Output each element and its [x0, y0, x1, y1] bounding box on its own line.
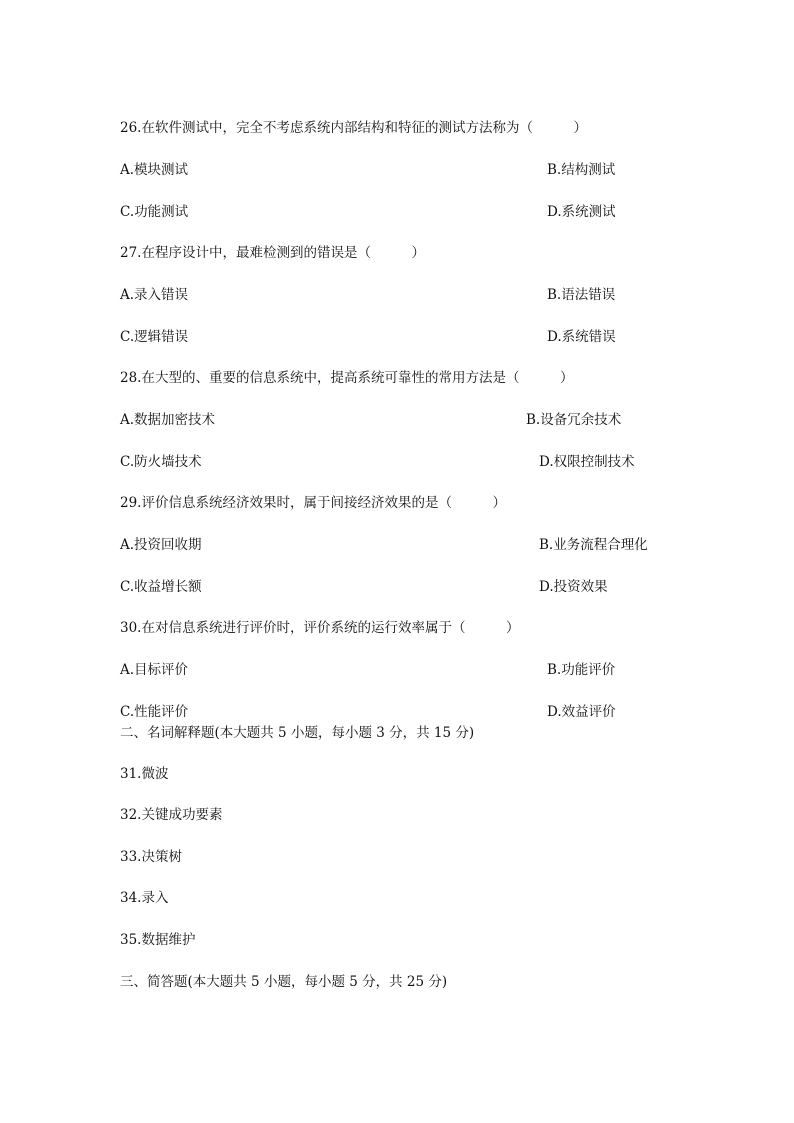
- question-27-option-d: D.系统错误: [547, 329, 616, 345]
- question-30-option-d: D.效益评价: [547, 704, 616, 720]
- question-30-stem: 30.在对信息系统进行评价时，评价系统的运行效率属于（ ）: [120, 620, 520, 636]
- question-26-option-b: B.结构测试: [547, 162, 616, 178]
- question-30-option-b: B.功能评价: [547, 662, 616, 678]
- question-29-option-d: D.投资效果: [539, 579, 608, 595]
- section-3-heading: 三、简答题(本大题共 5 小题，每小题 5 分，共 25 分): [120, 974, 448, 990]
- question-28-option-b: B.设备冗余技术: [526, 412, 622, 428]
- term-32: 32.关键成功要素: [120, 807, 223, 823]
- question-27-option-b: B.语法错误: [547, 287, 616, 303]
- question-29-stem: 29.评价信息系统经济效果时，属于间接经济效果的是（ ）: [120, 495, 506, 511]
- question-29-option-b: B.业务流程合理化: [539, 537, 648, 553]
- question-29-option-c: C.收益增长额: [120, 579, 202, 595]
- question-28-option-c: C.防火墙技术: [120, 454, 202, 470]
- term-34: 34.录入: [120, 890, 169, 906]
- question-28-option-d: D.权限控制技术: [539, 454, 635, 470]
- section-2-heading: 二、名词解释题(本大题共 5 小题，每小题 3 分，共 15 分): [120, 725, 475, 741]
- question-30-option-a: A.目标评价: [120, 662, 189, 678]
- question-30-option-c: C.性能评价: [120, 704, 189, 720]
- term-35: 35.数据维护: [120, 932, 196, 948]
- term-33: 33.决策树: [120, 849, 182, 865]
- question-27-option-a: A.录入错误: [120, 287, 189, 303]
- question-28-stem: 28.在大型的、重要的信息系统中，提高系统可靠性的常用方法是（ ）: [120, 370, 574, 386]
- question-26-stem: 26.在软件测试中，完全不考虑系统内部结构和特征的测试方法称为（ ）: [120, 120, 587, 136]
- question-29-option-a: A.投资回收期: [120, 537, 202, 553]
- question-28-option-a: A.数据加密技术: [120, 412, 216, 428]
- question-27-stem: 27.在程序设计中，最难检测到的错误是（ ）: [120, 245, 425, 261]
- question-27-option-c: C.逻辑错误: [120, 329, 189, 345]
- question-26-option-d: D.系统测试: [547, 204, 616, 220]
- question-26-option-c: C.功能测试: [120, 204, 189, 220]
- term-31: 31.微波: [120, 766, 169, 782]
- question-26-option-a: A.模块测试: [120, 162, 189, 178]
